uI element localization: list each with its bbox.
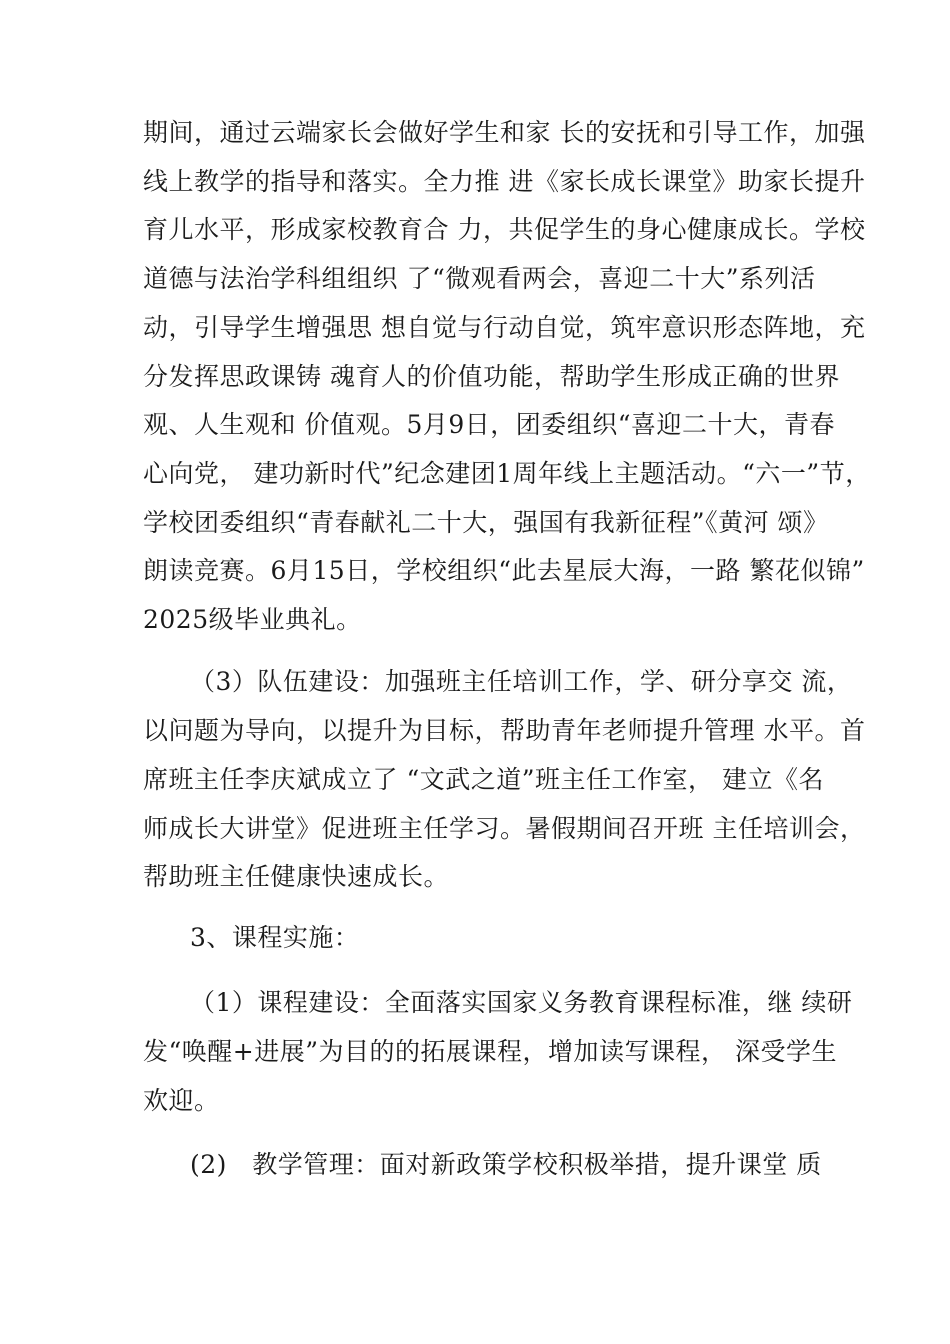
text-line: 发“唤醒+进展”为目的的拓展课程，增加读写课程， 深受学生: [143, 1037, 837, 1066]
text-line: 帮助班主任健康快速成长。: [143, 862, 450, 891]
text-line: 师成长大讲堂》促进班主任学习。暑假期间召开班 主任培训会，: [143, 814, 866, 843]
text-line: 线上教学的指导和落实。全力推 进《家长成长课堂》助家长提升: [143, 167, 866, 196]
text-line: 期间，通过云端家长会做好学生和家 长的安抚和引导工作，加强: [143, 118, 866, 147]
text-line: 育儿水平，形成家校教育合 力，共促学生的身心健康成长。学校: [143, 215, 866, 244]
text-line: 分发挥思政课铸 魂育人的价值功能，帮助学生形成正确的世界: [143, 362, 840, 391]
paragraph-heading-line: （1）课程建设：全面落实国家义务教育课程标准，继 续研: [190, 988, 853, 1017]
paragraph-heading-line: (2) 教学管理：面对新政策学校积极举措，提升课堂 质: [190, 1150, 822, 1179]
text-line: 观、人生观和 价值观。5月9日，团委组织“喜迎二十大，青春: [143, 410, 836, 439]
text-line: 学校团委组织“青春献礼二十大，强国有我新征程”《黄河 颂》: [143, 508, 829, 537]
text-line: 席班主任李庆斌成立了 “文武之道”班主任工作室， 建立《名: [143, 765, 824, 794]
text-line: 欢迎。: [143, 1086, 220, 1115]
text-line: 朗读竞赛。6月15日，学校组织“此去星辰大海，一路 繁花似锦”: [143, 556, 865, 585]
text-line: 心向党， 建功新时代”纪念建团1周年线上主题活动。“六一”节，: [143, 459, 871, 488]
paragraph-heading-line: （3）队伍建设：加强班主任培训工作，学、研分享交 流，: [190, 667, 853, 696]
section-heading: 3、课程实施：: [190, 923, 360, 952]
text-line: 以问题为导向，以提升为目标，帮助青年老师提升管理 水平。首: [143, 716, 866, 745]
text-line: 道德与法治学科组组织 了“微观看两会，喜迎二十大”系列活: [143, 264, 816, 293]
text-line: 2025级毕业典礼。: [143, 605, 362, 634]
text-line: 动，引导学生增强思 想自觉与行动自觉，筑牢意识形态阵地，充: [143, 313, 866, 342]
